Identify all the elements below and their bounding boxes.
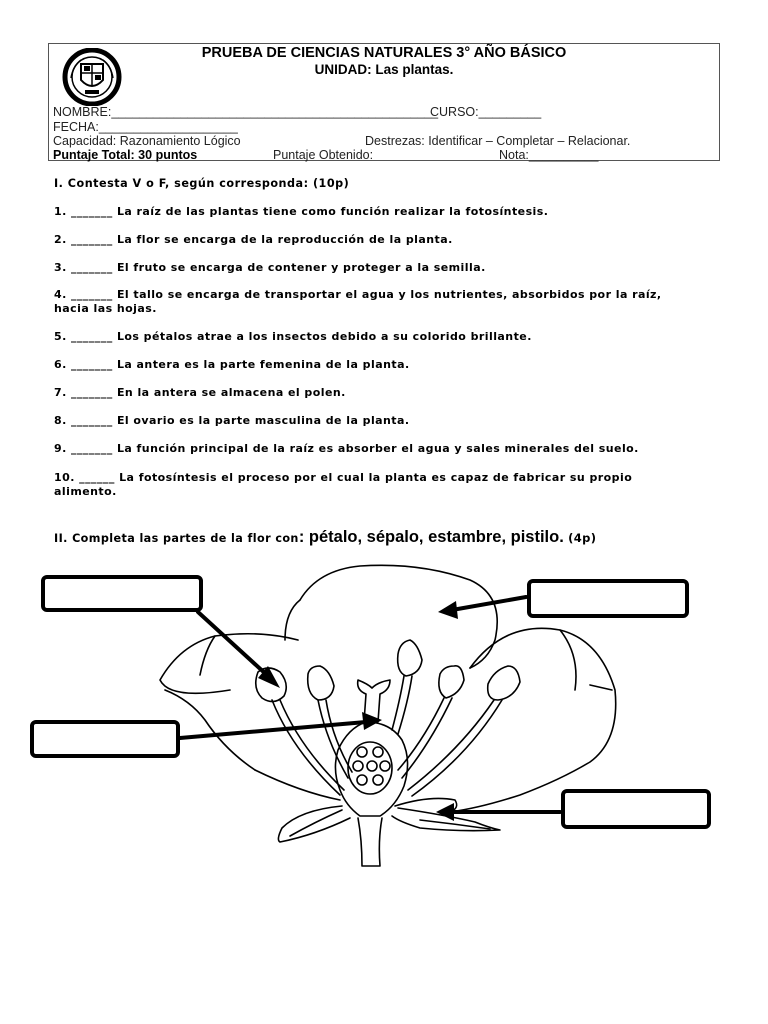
unit-label: UNIDAD: <box>314 62 372 77</box>
label-box-pistilo[interactable] <box>30 720 180 758</box>
section2-words: : pétalo, sépalo, estambre, pistilo. <box>298 528 564 546</box>
question-1[interactable]: 1. _______ La raíz de las plantas tiene como función realizar la fotosíntesis. <box>54 205 549 218</box>
question-9[interactable]: 9. _______ La función principal de la raíz es absorber el agua y sales minerales del suelo. <box>54 442 639 455</box>
question-5[interactable]: 5. _______ Los pétalos atrae a los insectos debido a su colorido brillante. <box>54 330 532 343</box>
destrezas-text: Destrezas: Identificar – Completar – Relacionar. <box>365 134 631 148</box>
section2-points: (4p) <box>568 531 597 545</box>
unit-value: Las plantas. <box>375 62 454 77</box>
curso-field[interactable]: CURSO:_________ <box>430 105 542 119</box>
label-box-estambre[interactable] <box>41 575 203 612</box>
question-10[interactable]: 10. ______ La fotosíntesis el proceso por el cual la planta es capaz de fabricar su propio alimento. <box>54 471 633 498</box>
label-box-petalo[interactable] <box>527 579 689 618</box>
fecha-field[interactable]: FECHA:____________________ <box>53 120 238 134</box>
page-title: PRUEBA DE CIENCIAS NATURALES 3° AÑO BÁSICO <box>201 45 567 61</box>
capacidad-text: Capacidad: Razonamiento Lógico <box>53 134 241 148</box>
nota-field[interactable]: Nota:__________ <box>499 148 599 162</box>
question-7[interactable]: 7. _______ En la antera se almacena el polen. <box>54 386 346 399</box>
nombre-field[interactable]: NOMBRE:_______________________________________________ <box>53 105 439 119</box>
question-8[interactable]: 8. _______ El ovario es la parte masculina de la planta. <box>54 414 410 427</box>
question-2[interactable]: 2. _______ La flor se encarga de la reproducción de la planta. <box>54 233 453 246</box>
label-box-sepalo[interactable] <box>561 789 711 829</box>
question-6[interactable]: 6. _______ La antera es la parte femenina de la planta. <box>54 358 410 371</box>
puntaje-obtenido: Puntaje Obtenido: <box>273 148 374 162</box>
section1-title: I. Contesta V o F, según corresponda: (10p) <box>54 177 350 190</box>
section2-lead: II. Completa las partes de la flor con <box>54 532 299 545</box>
question-4[interactable]: 4. _______ El tallo se encarga de transportar el agua y los nutrientes, absorbidos por la raíz, hacia las hojas. <box>54 288 662 315</box>
puntaje-total: Puntaje Total: 30 puntos <box>53 148 198 162</box>
question-3[interactable]: 3. _______ El fruto se encarga de contener y proteger a la semilla. <box>54 261 486 274</box>
